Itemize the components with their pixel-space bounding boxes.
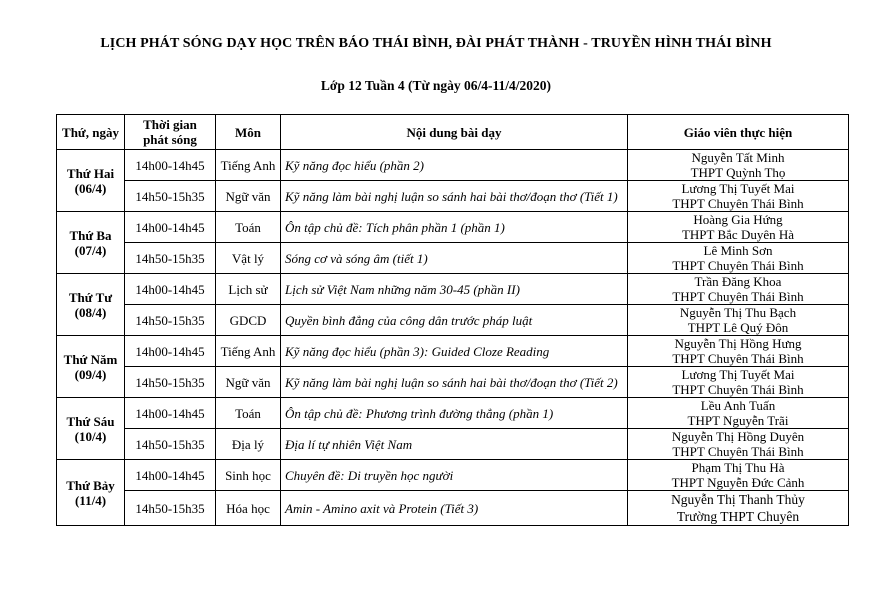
subject-cell: Vật lý [216, 243, 281, 274]
day-date: (07/4) [74, 242, 107, 258]
time-cell: 14h00-14h45 [125, 212, 216, 243]
content-cell: Lịch sử Việt Nam những năm 30-45 (phần II) [281, 274, 628, 305]
teacher-school: THPT Chuyên Thái Bình [672, 196, 804, 211]
subject-cell: Hóa học [216, 491, 281, 526]
content-cell: Kỹ năng làm bài nghị luận so sánh hai bài thơ/đoạn thơ (Tiết 1) [281, 181, 628, 212]
teacher-name: Lương Thị Tuyết Mai [681, 181, 795, 196]
content-cell: Quyền bình đẳng của công dân trước pháp luật [281, 305, 628, 336]
day-name: Thứ Hai [66, 165, 115, 181]
teacher-school: THPT Bắc Duyên Hà [681, 227, 795, 242]
header-row [57, 115, 849, 150]
schedule-table [56, 114, 849, 526]
content-cell: Ôn tập chủ đề: Phương trình đường thẳng (phần 1) [281, 398, 628, 429]
day-date: (11/4) [74, 492, 107, 508]
time-cell: 14h50-15h35 [125, 491, 216, 526]
day-cell [57, 398, 125, 460]
day-cell [57, 212, 125, 274]
teacher-cell [628, 491, 849, 526]
day-name: Thứ Ba [69, 227, 112, 243]
teacher-name: Nguyễn Thị Hồng Duyên [671, 429, 805, 444]
teacher-cell [628, 398, 849, 429]
content-cell: Chuyên đề: Di truyền học người [281, 460, 628, 491]
time-cell: 14h50-15h35 [125, 181, 216, 212]
schedule-body [57, 150, 849, 526]
content-cell: Địa lí tự nhiên Việt Nam [281, 429, 628, 460]
teacher-name: Nguyễn Thị Thu Bạch [679, 305, 797, 320]
content-cell: Ôn tập chủ đề: Tích phân phần 1 (phần 1) [281, 212, 628, 243]
time-cell: 14h00-14h45 [125, 398, 216, 429]
teacher-name: Lương Thị Tuyết Mai [681, 367, 795, 382]
teacher-cell [628, 181, 849, 212]
content-cell: Sóng cơ và sóng âm (tiết 1) [281, 243, 628, 274]
day-name: Thứ Bảy [66, 477, 115, 493]
time-cell: 14h50-15h35 [125, 367, 216, 398]
header-time: Thời gian phát sóng [125, 115, 216, 150]
subject-cell: Sinh học [216, 460, 281, 491]
teacher-name: Phạm Thị Thu Hà [691, 460, 785, 475]
teacher-cell [628, 150, 849, 181]
teacher-name: Nguyễn Tất Minh [691, 150, 785, 165]
content-cell: Amin - Amino axit và Protein (Tiết 3) [281, 491, 628, 526]
table-row [57, 243, 849, 274]
table-row [57, 150, 849, 181]
teacher-school: THPT Chuyên Thái Bình [672, 289, 804, 304]
subject-cell: Ngữ văn [216, 181, 281, 212]
teacher-name: Trần Đăng Khoa [694, 274, 782, 289]
table-row [57, 181, 849, 212]
table-row [57, 305, 849, 336]
table-row [57, 460, 849, 491]
subject-cell: Toán [216, 212, 281, 243]
day-date: (09/4) [74, 366, 107, 382]
day-cell [57, 336, 125, 398]
subject-cell: Lịch sử [216, 274, 281, 305]
time-cell: 14h00-14h45 [125, 460, 216, 491]
teacher-cell [628, 460, 849, 491]
content-cell: Kỹ năng đọc hiểu (phần 3): Guided Cloze Reading [281, 336, 628, 367]
day-name: Thứ Sáu [66, 413, 115, 429]
teacher-name: Nguyễn Thị Thanh Thủy [671, 492, 805, 507]
time-cell: 14h50-15h35 [125, 243, 216, 274]
table-row [57, 429, 849, 460]
table-row [57, 491, 849, 526]
subject-cell: GDCD [216, 305, 281, 336]
content-cell: Kỹ năng đọc hiểu (phần 2) [281, 150, 628, 181]
content-cell: Kỹ năng làm bài nghị luận so sánh hai bài thơ/đoạn thơ (Tiết 2) [281, 367, 628, 398]
teacher-school: THPT Lê Quý Đôn [687, 320, 789, 335]
table-row [57, 398, 849, 429]
teacher-cell [628, 367, 849, 398]
time-cell: 14h00-14h45 [125, 274, 216, 305]
teacher-cell [628, 243, 849, 274]
teacher-name: Lều Anh Tuấn [700, 398, 776, 413]
teacher-name: Nguyễn Thị Hồng Hưng [674, 336, 802, 351]
time-cell: 14h50-15h35 [125, 305, 216, 336]
teacher-school: Trường THPT Chuyên [676, 509, 800, 524]
subject-cell: Địa lý [216, 429, 281, 460]
teacher-name: Hoàng Gia Hứng [693, 212, 783, 227]
teacher-cell [628, 336, 849, 367]
document-title: LỊCH PHÁT SÓNG DẠY HỌC TRÊN BÁO THÁI BÌNH, ĐÀI PHÁT THÀNH - TRUYỀN HÌNH THÁI BÌNH [100, 36, 772, 51]
day-date: (08/4) [74, 304, 107, 320]
day-cell [57, 274, 125, 336]
teacher-school: THPT Chuyên Thái Bình [672, 444, 804, 459]
teacher-cell [628, 429, 849, 460]
day-name: Thứ Tư [68, 289, 113, 305]
teacher-school: THPT Quỳnh Thọ [690, 165, 786, 180]
teacher-school: THPT Nguyễn Trãi [687, 413, 789, 428]
header-teacher: Giáo viên thực hiện [628, 115, 849, 150]
subject-cell: Toán [216, 398, 281, 429]
header-content: Nội dung bài dạy [281, 115, 628, 150]
table-row [57, 212, 849, 243]
subject-cell: Tiếng Anh [216, 336, 281, 367]
teacher-school: THPT Chuyên Thái Bình [672, 258, 804, 273]
teacher-cell [628, 274, 849, 305]
subject-cell: Tiếng Anh [216, 150, 281, 181]
subject-cell: Ngữ văn [216, 367, 281, 398]
day-name: Thứ Năm [63, 351, 118, 367]
teacher-cell [628, 212, 849, 243]
teacher-school: THPT Chuyên Thái Bình [672, 351, 804, 366]
document-subtitle: Lớp 12 Tuần 4 (Từ ngày 06/4-11/4/2020) [320, 78, 552, 93]
teacher-school: THPT Chuyên Thái Bình [672, 382, 804, 397]
day-cell [57, 460, 125, 526]
header-subject: Môn [216, 115, 281, 150]
time-cell: 14h00-14h45 [125, 336, 216, 367]
teacher-cell [628, 305, 849, 336]
day-date: (10/4) [74, 428, 107, 444]
table-row [57, 274, 849, 305]
teacher-school: THPT Nguyễn Đức Cảnh [671, 475, 805, 490]
table-row [57, 336, 849, 367]
table-row [57, 367, 849, 398]
time-cell: 14h50-15h35 [125, 429, 216, 460]
header-day: Thứ, ngày [57, 115, 125, 150]
time-cell: 14h00-14h45 [125, 150, 216, 181]
teacher-name: Lê Minh Sơn [703, 243, 773, 258]
day-date: (06/4) [74, 180, 107, 196]
day-cell [57, 150, 125, 212]
